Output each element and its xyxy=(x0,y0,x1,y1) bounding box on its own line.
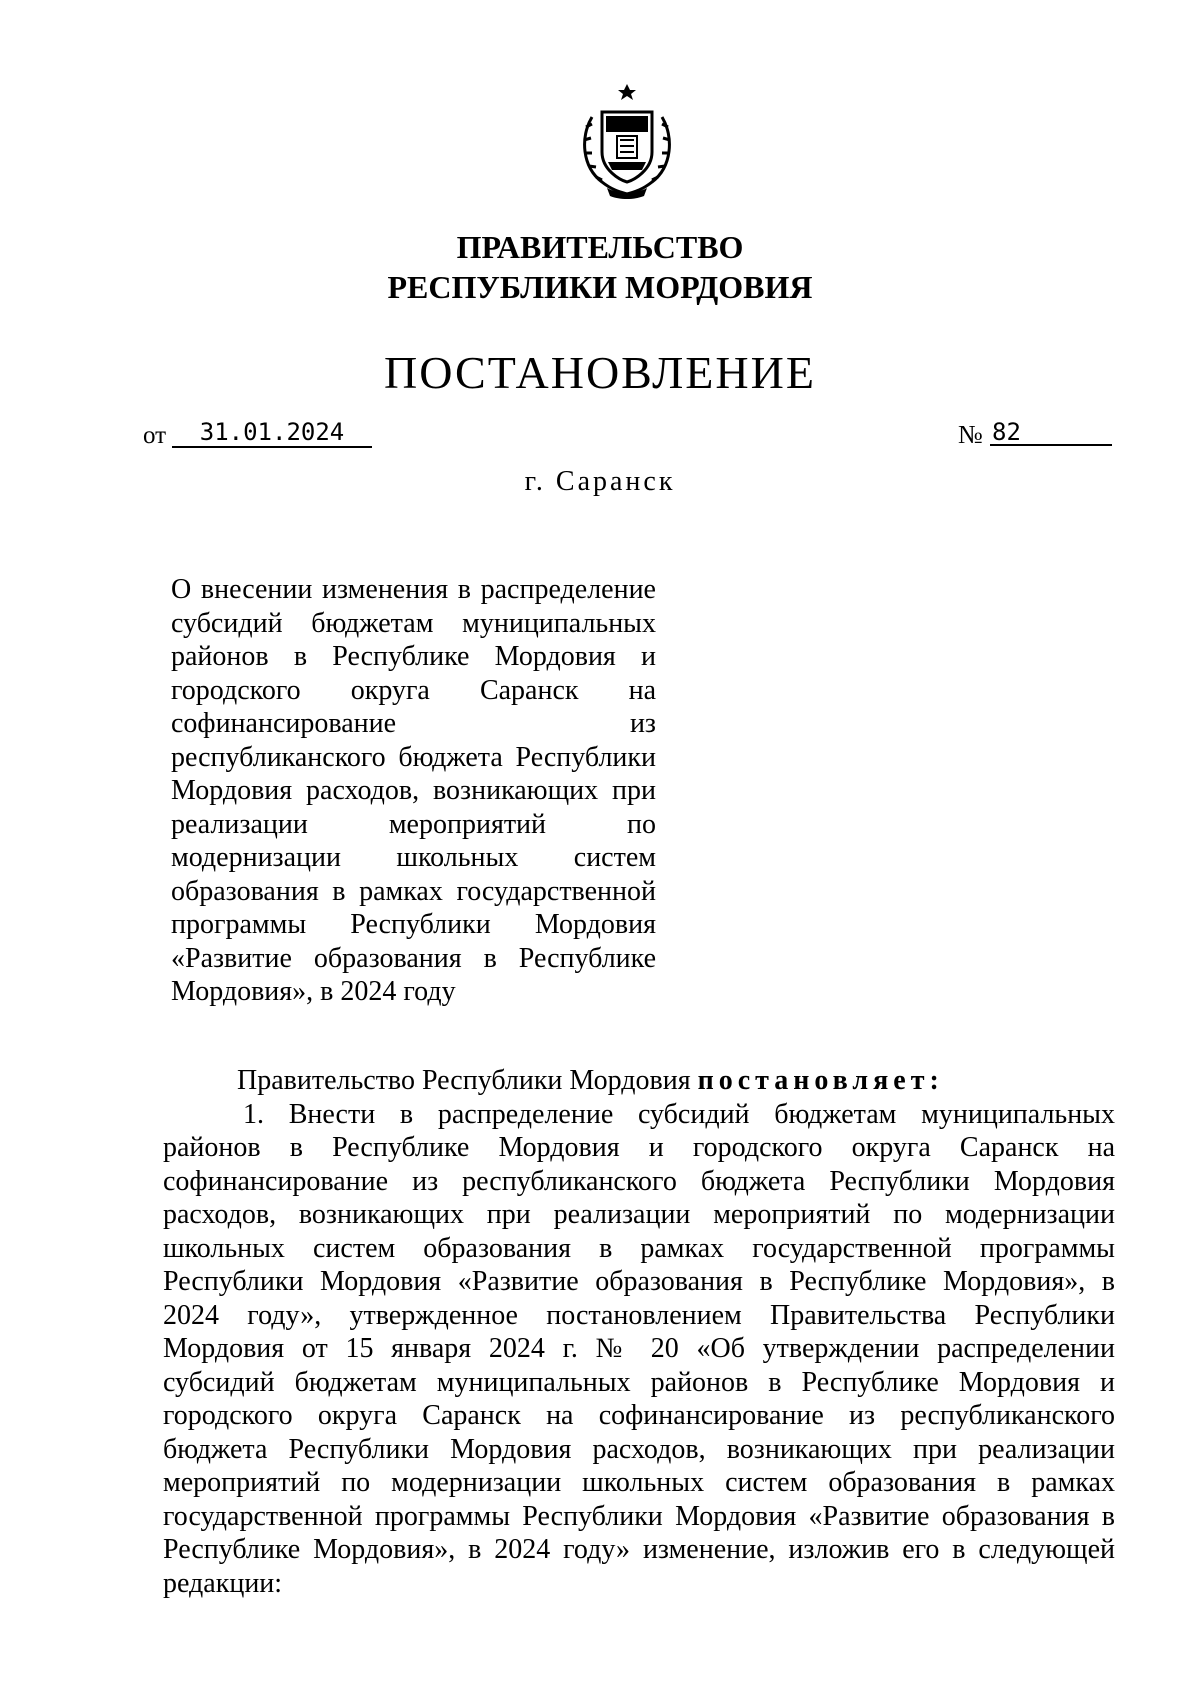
title-line: Мордовия», в 2024 году xyxy=(171,976,456,1007)
body-line: редакции: xyxy=(163,1567,283,1599)
body-line: районов в Республике Мордовия и городского округа Саранск на xyxy=(163,1132,1115,1163)
title-line: республиканского бюджета Республики xyxy=(171,741,656,773)
document-body xyxy=(163,1064,1115,1600)
title-line: городского округа Саранск на xyxy=(171,674,656,706)
document-title xyxy=(171,573,656,1009)
title-line: «Развитие образования в Республике xyxy=(171,942,656,974)
body-line: бюджета Республики Мордовия расходов, возникающих при реализации xyxy=(163,1433,1115,1465)
title-line: субсидий бюджетам муниципальных xyxy=(171,607,656,639)
title-line: реализации мероприятий по xyxy=(171,808,656,840)
document-number: 82 xyxy=(990,418,1112,446)
number-label: № xyxy=(958,420,983,449)
title-line: районов в Республике Мордовия и xyxy=(171,641,656,672)
title-line: модернизации школьных систем xyxy=(171,842,656,873)
preamble xyxy=(163,1064,1115,1098)
body-line: мероприятий по модернизации школьных систем образования в рамках xyxy=(163,1467,1115,1498)
document-type: ПОСТАНОВЛЕНИЕ xyxy=(384,347,816,398)
body-line: софинансирование из республиканского бюджета Республики Мордовия xyxy=(163,1165,1115,1197)
org-name-line1: ПРАВИТЕЛЬСТВО xyxy=(456,229,744,265)
title-line: софинансирование из xyxy=(171,708,656,739)
decrees-word: постановляет: xyxy=(697,1065,944,1096)
city: г. Саранск xyxy=(524,466,676,497)
body-line: Республике Мордовия», в 2024 году» изменение, изложив его в следующей xyxy=(163,1534,1115,1565)
date-label: от xyxy=(143,422,167,449)
body-line: государственной программы Республики Мордовия «Развитие образования в xyxy=(163,1500,1115,1532)
document-date: 31.01.2024 xyxy=(172,418,372,448)
body-line: расходов, возникающих при реализации мероприятий по модернизации xyxy=(163,1199,1115,1230)
body-line: 2024 году», утвержденное постановлением Правительства Республики xyxy=(163,1299,1115,1331)
body-line: городского округа Саранск на софинансирование из республиканского xyxy=(163,1400,1115,1431)
body-line: школьных систем образования в рамках государственной программы xyxy=(163,1232,1115,1264)
title-line: Мордовия расходов, возникающих при xyxy=(171,775,656,806)
body-line: Республики Мордовия «Развитие образования в Республике Мордовия», в xyxy=(163,1266,1115,1297)
title-line: О внесении изменения в распределение xyxy=(171,574,656,605)
body-line: субсидий бюджетам муниципальных районов в Республике Мордовия и xyxy=(163,1366,1115,1398)
preamble-text: Правительство Республики Мордовия xyxy=(237,1065,691,1096)
title-line: образования в рамках государственной xyxy=(171,875,656,907)
body-line: 1. Внести в распределение субсидий бюджетам муниципальных xyxy=(243,1098,1115,1130)
title-line: программы Республики Мордовия xyxy=(171,909,656,940)
org-name-line2: РЕСПУБЛИКИ МОРДОВИЯ xyxy=(387,269,813,305)
coat-of-arms-icon xyxy=(572,82,682,202)
body-line: Мордовия от 15 января 2024 г. № 20 «Об утверждении распределении xyxy=(163,1333,1115,1364)
